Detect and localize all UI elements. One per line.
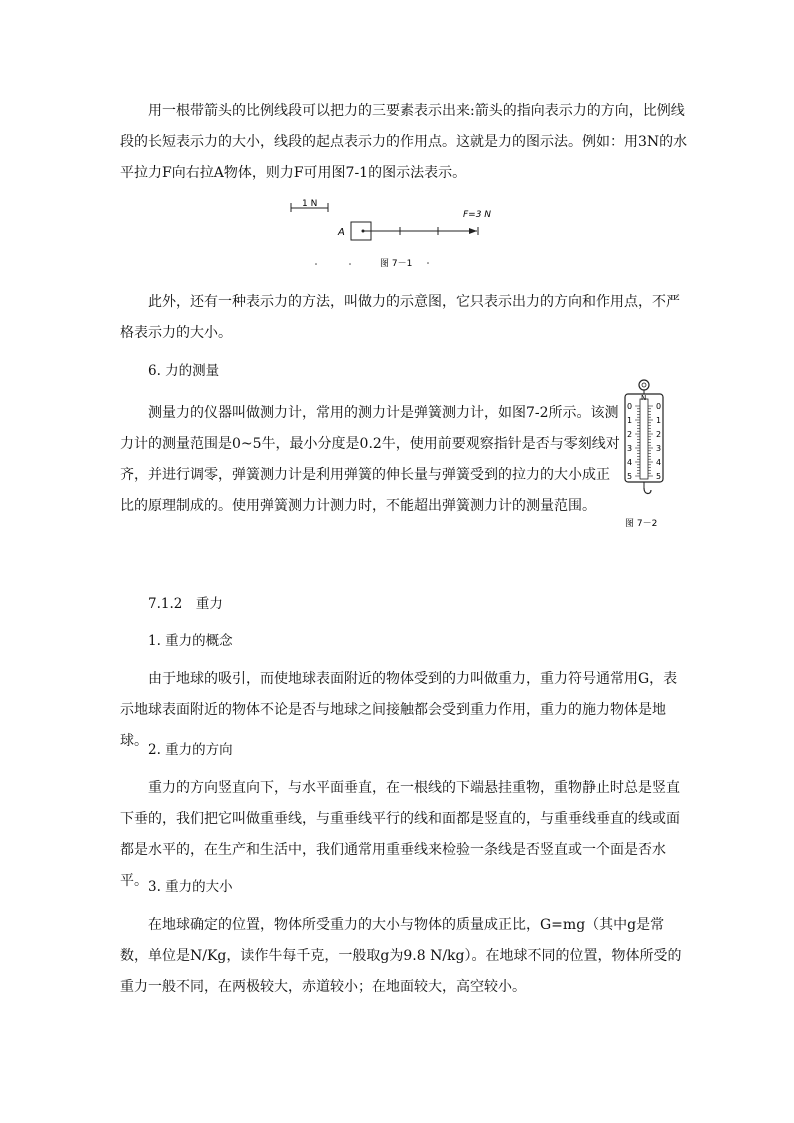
top-ring-inner — [642, 383, 646, 387]
unit-scale-label: 1 N — [302, 199, 318, 209]
force-arrowhead — [469, 228, 477, 234]
heading-gravity-concept: 1. 重力的概念 — [148, 633, 233, 649]
heading-gravity-direction: 2. 重力的方向 — [148, 742, 233, 758]
heading-force-measurement: 6. 力的测量 — [148, 363, 220, 379]
left-number-4: 4 — [627, 458, 633, 467]
paragraph-gravity-magnitude: 在地球确定的位置，物体所受重力的大小与物体的质量成正比，G=mg（其中g是常数，单位是N/Kg，读作牛每千克，一般取g为9.8 N/kg）。在地球不同的位置，物体所受的重力一般不同，在两极较大，赤道较小；在地面较大，高空较小。 — [120, 917, 682, 995]
right-number-3: 3 — [656, 444, 662, 453]
hook-icon — [644, 488, 651, 494]
right-number-1: 1 — [656, 416, 662, 425]
scan-dot — [427, 262, 429, 264]
figure-7-2-caption: 图 7－2 — [625, 519, 658, 529]
heading-section-gravity: 7.1.2 重力 — [148, 596, 223, 612]
paragraph-gravity-direction: 重力的方向竖直向下，与水平面垂直，在一根线的下端悬挂重物，重物静止时总是竖直下垂的，我们把它叫做重垂线，与重垂线平行的线和面都是竖直的，与重垂线垂直的线或面都是水平的，在生产和生活中，我们通常用重垂线来检验一条线是否竖直或一个面是否水平。 — [120, 780, 680, 889]
spring-scale-svg — [614, 378, 674, 534]
scan-dot — [315, 263, 317, 265]
left-number-2: 2 — [627, 430, 633, 439]
paragraph-force-sketch: 此外，还有一种表示力的方法，叫做力的示意图，它只表示出力的方向和作用点，不严格表示力的大小。 — [120, 294, 680, 341]
left-number-1: 1 — [627, 416, 633, 425]
scale-ticks — [635, 406, 653, 476]
paragraph-gravity-concept: 由于地球的吸引，而使地球表面附近的物体受到的力叫做重力，重力符号通常用G，表示地球表面附近的物体不论是否与地球之间接触都会受到重力作用，重力的施力物体是地球。 — [120, 671, 678, 749]
left-number-5: 5 — [627, 472, 633, 481]
figure-7-1-caption: 图 7－1 — [380, 259, 413, 269]
unit-label: N — [641, 394, 647, 402]
paragraph-dynamometer: 测量力的仪器叫做测力计，常用的测力计是弹簧测力计，如图7-2所示。该测力计的测量范围是0~5牛，最小分度是0.2牛，使用前要观察指针是否与零刻线对齐，并进行调零，弹簧测力计是利用弹簧的伸长量与弹簧受到的拉力的大小成正比的原理制成的。使用弹簧测力计测力时，不能超出弹簧测力计的测量范围。 — [120, 405, 620, 514]
force-diagram-svg — [280, 196, 510, 272]
top-ring — [639, 380, 649, 390]
figure-7-2 — [614, 378, 674, 538]
center-slot — [640, 399, 648, 479]
right-number-0: 0 — [656, 402, 662, 411]
right-number-4: 4 — [656, 458, 662, 467]
heading-gravity-magnitude: 3. 重力的大小 — [148, 879, 233, 895]
scan-dot — [349, 263, 351, 265]
left-number-3: 3 — [627, 444, 633, 453]
left-number-0: 0 — [627, 402, 633, 411]
right-number-2: 2 — [656, 430, 662, 439]
figure-7-1 — [280, 196, 510, 276]
object-a-label: A — [338, 227, 345, 238]
force-label: F=3 N — [463, 210, 492, 220]
right-number-5: 5 — [656, 472, 662, 481]
paragraph-force-diagram-method: 用一根带箭头的比例线段可以把力的三要素表示出来:箭头的指向表示力的方向，比例线段的长短表示力的大小，线段的起点表示力的作用点。这就是力的图示法。例如：用3N的水平拉力F向右拉A物体，则力F可用图7-1的图示法表示。 — [120, 103, 688, 181]
